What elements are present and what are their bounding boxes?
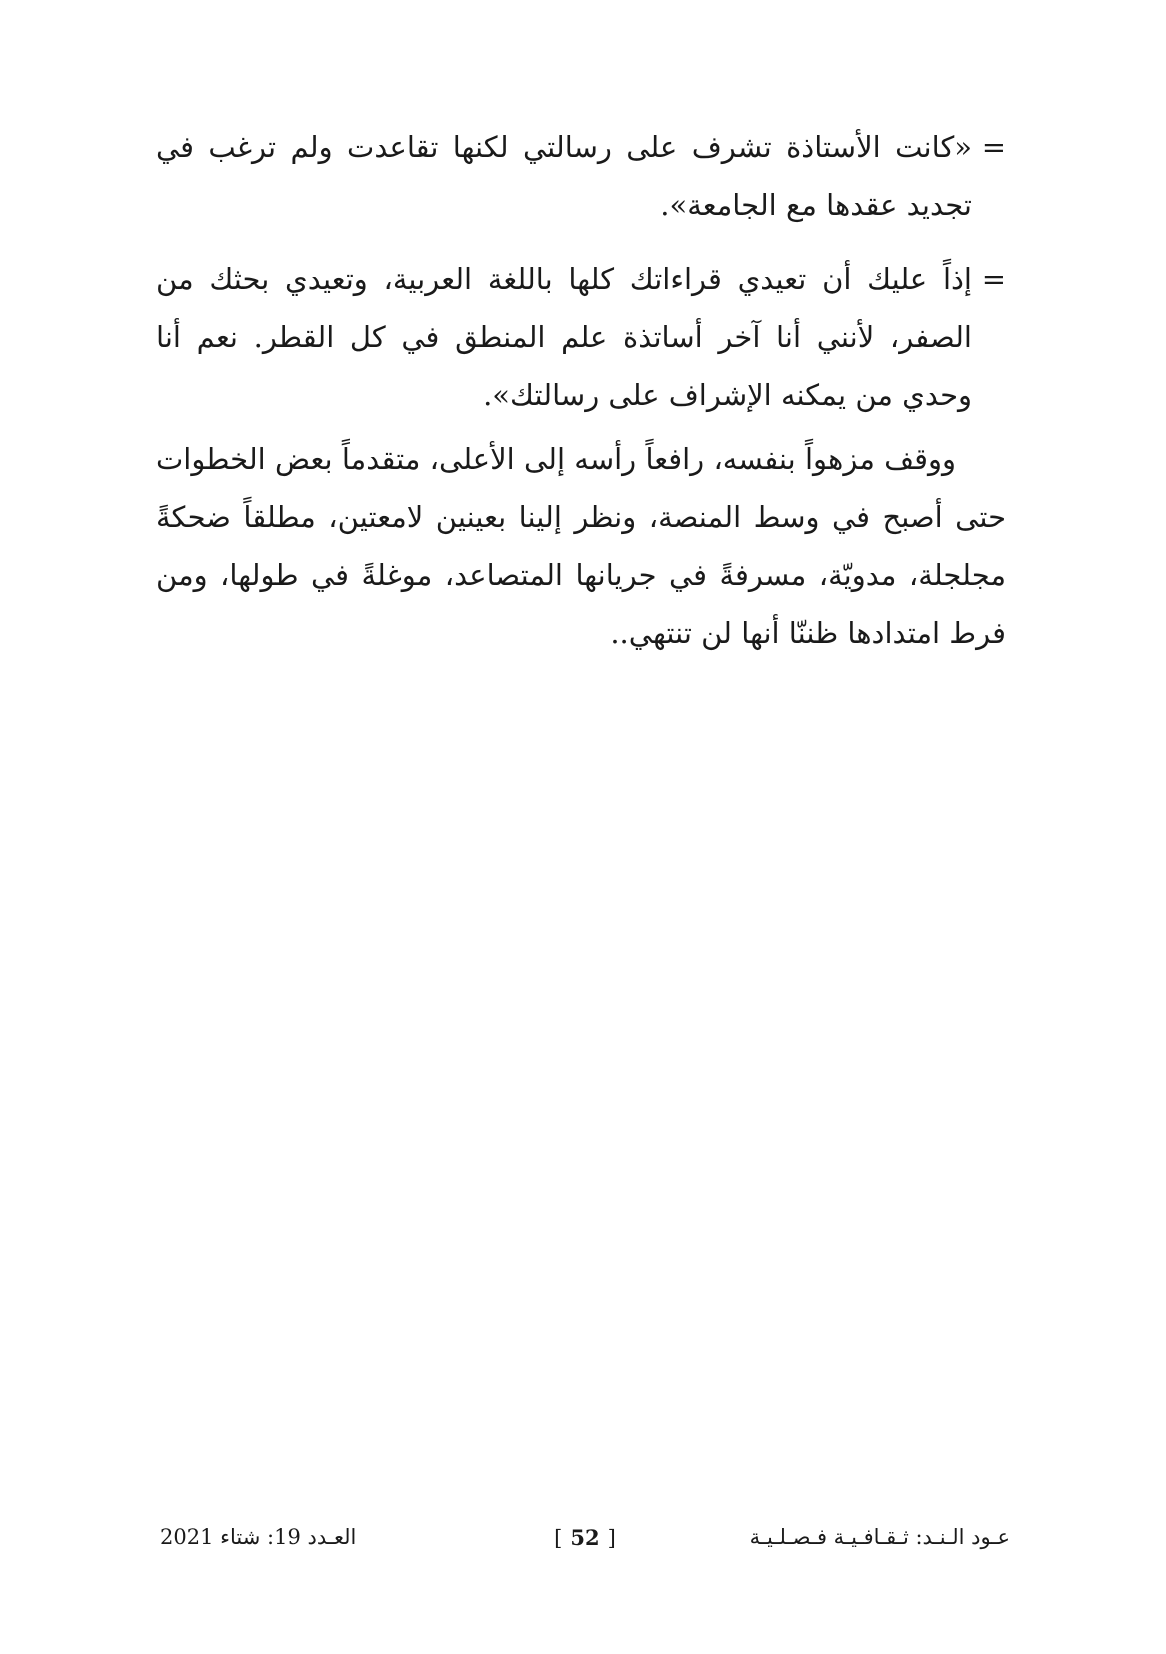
page-number [554, 1525, 616, 1550]
dialogue-paragraph-1 [156, 118, 1006, 234]
body-text [156, 118, 1006, 662]
narrative-paragraph: ووقف مزهواً بنفسه، رافعاً رأسه إلى الأعلى، متقدماً بعض الخطوات حتى أصبح في وسط المنصة، ونظر إلينا بعينين لامعتين، مطلقاً ضحكةً مجلجلة، مدويّة، مسرفةً في جريانها المتصاعد، موغلةً في طولها، ومن فرط امتدادها ظننّا أنها لن تنتهي.. [156, 442, 1006, 650]
dialogue-text: إذاً عليك أن تعيدي قراءاتك كلها باللغة العربية، وتعيدي بحثك من الصفر، لأنني أنا آخر أساتذة علم المنطق في كل القطر. نعم أنا وحدي من يمكنه الإشراف على رسالتك». [156, 262, 972, 412]
journal-name: عـود الـنـد: ثـقـافـيـة فـصـلـيـة [749, 1525, 1010, 1549]
page-bracket-close: ] [554, 1526, 563, 1550]
dialogue-paragraph-2 [156, 250, 1006, 424]
dialogue-dash: = [981, 262, 1006, 296]
page-number-value: 52 [570, 1525, 600, 1550]
dialogue-dash: = [981, 130, 1006, 164]
issue-info: العـدد 19: شتاء 2021 [160, 1525, 357, 1549]
page-bracket-open: [ [607, 1526, 616, 1550]
dialogue-text: «كانت الأستاذة تشرف على رسالتي لكنها تقاعدت ولم ترغب في تجديد عقدها مع الجامعة». [156, 130, 972, 222]
page-footer [160, 1525, 1010, 1565]
